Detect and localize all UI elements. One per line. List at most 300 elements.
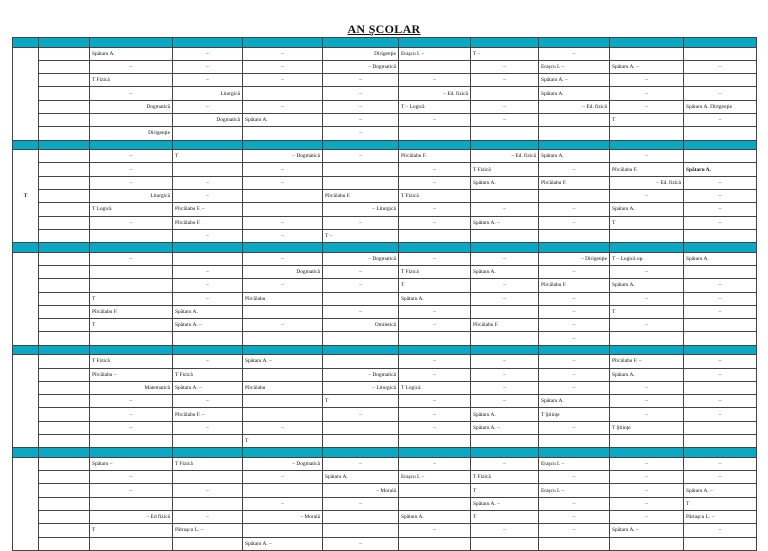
- period-cell: [39, 74, 90, 87]
- schedule-cell: T: [471, 511, 539, 524]
- schedule-cell: –: [539, 332, 610, 345]
- schedule-cell: –: [539, 47, 610, 60]
- day-separator-bar: [13, 243, 757, 253]
- separator-cell: [539, 140, 610, 150]
- schedule-cell: [243, 332, 323, 345]
- schedule-cell: [243, 524, 323, 537]
- schedule-cell: [539, 435, 610, 448]
- schedule-cell: [243, 395, 323, 408]
- schedule-cell: [471, 332, 539, 345]
- schedule-cell: –: [90, 484, 173, 497]
- schedule-cell: –: [399, 421, 471, 434]
- schedule-cell: Eraşcu I. –: [539, 484, 610, 497]
- schedule-cell: –: [243, 279, 323, 292]
- schedule-cell: Dirigenţie: [323, 47, 399, 60]
- schedule-cell: –: [323, 497, 399, 510]
- schedule-cell: [90, 332, 173, 345]
- schedule-cell: T Fizică: [90, 74, 173, 87]
- schedule-cell: Spătaru A.: [90, 47, 173, 60]
- table-row: [13, 305, 757, 318]
- schedule-cell: –: [539, 368, 610, 381]
- schedule-cell: –: [323, 127, 399, 140]
- schedule-cell: Pîrcălabu F.: [539, 176, 610, 189]
- schedule-cell: –: [684, 113, 757, 126]
- schedule-cell: –: [243, 60, 323, 73]
- schedule-cell: –: [243, 252, 323, 265]
- schedule-cell: –: [399, 395, 471, 408]
- schedule-cell: –: [539, 497, 610, 510]
- schedule-cell: [539, 113, 610, 126]
- schedule-cell: [539, 189, 610, 202]
- schedule-cell: [173, 332, 243, 345]
- table-row: [13, 408, 757, 421]
- schedule-cell: – Dogmatică: [323, 60, 399, 73]
- schedule-cell: –: [471, 381, 539, 394]
- period-cell: [39, 229, 90, 242]
- schedule-cell: [684, 435, 757, 448]
- schedule-cell: T Fizică: [173, 368, 243, 381]
- period-cell: [39, 216, 90, 229]
- separator-cell: [684, 140, 757, 150]
- schedule-cell: –: [173, 176, 243, 189]
- schedule-cell: T: [471, 484, 539, 497]
- schedule-cell: Spătaru A.: [173, 305, 243, 318]
- schedule-cell: –: [471, 355, 539, 368]
- schedule-cell: – Dirigenţie: [539, 252, 610, 265]
- schedule-cell: –: [173, 229, 243, 242]
- schedule-cell: –: [539, 265, 610, 278]
- period-cell: [39, 524, 90, 537]
- schedule-cell: T –: [323, 229, 399, 242]
- schedule-cell: Spătaru A. –: [243, 355, 323, 368]
- separator-cell: [13, 345, 39, 355]
- table-row: [13, 113, 757, 126]
- schedule-cell: T Ştiinţe: [539, 408, 610, 421]
- separator-cell: [539, 243, 610, 253]
- schedule-cell: –: [684, 471, 757, 484]
- schedule-cell: [323, 292, 399, 305]
- schedule-cell: [173, 127, 243, 140]
- separator-cell: [399, 345, 471, 355]
- separator-cell: [323, 140, 399, 150]
- schedule-cell: Pîrcălabu F. –: [610, 355, 684, 368]
- schedule-cell: T – Logică: [399, 100, 471, 113]
- schedule-cell: [610, 127, 684, 140]
- schedule-cell: T Fizică: [399, 189, 471, 202]
- period-cell: [39, 100, 90, 113]
- schedule-cell: Spătaru A.: [471, 265, 539, 278]
- schedule-cell: [471, 537, 539, 550]
- schedule-cell: – Liturgică: [323, 203, 399, 216]
- schedule-cell: Dogmatică: [173, 113, 243, 126]
- schedule-cell: [684, 127, 757, 140]
- schedule-cell: –: [243, 100, 323, 113]
- schedule-cell: –: [471, 100, 539, 113]
- schedule-cell: [610, 47, 684, 60]
- schedule-cell: [243, 87, 323, 100]
- schedule-cell: Pîrcălabu F.: [90, 305, 173, 318]
- schedule-cell: [399, 537, 471, 550]
- schedule-cell: T: [684, 497, 757, 510]
- schedule-cell: –: [90, 87, 173, 100]
- schedule-cell: Spătaru A.: [684, 252, 757, 265]
- schedule-cell: [323, 524, 399, 537]
- separator-cell: [39, 243, 90, 253]
- schedule-cell: Pîrcălabu F.: [173, 216, 243, 229]
- separator-cell: [39, 140, 90, 150]
- table-row: [13, 355, 757, 368]
- period-cell: [39, 484, 90, 497]
- table-row: [13, 319, 757, 332]
- schedule-cell: [323, 355, 399, 368]
- schedule-cell: Pătraşcu L. –: [173, 524, 243, 537]
- schedule-cell: [173, 163, 243, 176]
- separator-cell: [471, 243, 539, 253]
- schedule-cell: –: [399, 176, 471, 189]
- schedule-cell: –: [399, 368, 471, 381]
- separator-cell: [471, 345, 539, 355]
- schedule-cell: –: [471, 60, 539, 73]
- separator-cell: [39, 345, 90, 355]
- schedule-cell: –: [539, 292, 610, 305]
- schedule-cell: [323, 421, 399, 434]
- table-row: [13, 87, 757, 100]
- separator-cell: [173, 38, 243, 48]
- schedule-cell: [684, 150, 757, 163]
- schedule-cell: [471, 87, 539, 100]
- schedule-cell: Spătaru A. –: [539, 74, 610, 87]
- schedule-cell: T: [610, 113, 684, 126]
- schedule-cell: –: [323, 100, 399, 113]
- separator-cell: [13, 140, 39, 150]
- schedule-cell: –: [539, 381, 610, 394]
- schedule-cell: –: [243, 176, 323, 189]
- schedule-cell: –: [90, 421, 173, 434]
- table-row: [13, 100, 757, 113]
- schedule-cell: –: [323, 87, 399, 100]
- schedule-cell: Spătaru A.: [610, 279, 684, 292]
- schedule-cell: T: [323, 395, 399, 408]
- separator-cell: [13, 448, 39, 458]
- schedule-cell: Spătaru A.: [539, 87, 610, 100]
- schedule-cell: [684, 381, 757, 394]
- separator-cell: [399, 243, 471, 253]
- schedule-cell: [684, 421, 757, 434]
- period-cell: [39, 150, 90, 163]
- schedule-cell: –: [173, 484, 243, 497]
- period-cell: [39, 435, 90, 448]
- period-cell: [39, 163, 90, 176]
- schedule-cell: –: [323, 216, 399, 229]
- schedule-cell: –: [610, 511, 684, 524]
- separator-cell: [539, 448, 610, 458]
- schedule-cell: –: [684, 368, 757, 381]
- schedule-cell: –: [684, 408, 757, 421]
- schedule-cell: Pîrcălabu: [243, 292, 323, 305]
- schedule-cell: Spătaru A. –: [471, 421, 539, 434]
- schedule-cell: –: [684, 524, 757, 537]
- schedule-cell: Spătaru A. Dirigenţie: [684, 100, 757, 113]
- schedule-cell: [323, 435, 399, 448]
- table-row: [13, 524, 757, 537]
- separator-cell: [323, 38, 399, 48]
- schedule-cell: –: [539, 355, 610, 368]
- schedule-cell: –: [173, 355, 243, 368]
- schedule-cell: [90, 265, 173, 278]
- period-cell: [39, 457, 90, 470]
- schedule-cell: T: [243, 435, 323, 448]
- separator-cell: [173, 448, 243, 458]
- schedule-cell: –: [610, 484, 684, 497]
- schedule-cell: –: [471, 279, 539, 292]
- period-cell: [39, 471, 90, 484]
- schedule-cell: [243, 408, 323, 421]
- schedule-cell: – Morală: [323, 484, 399, 497]
- table-row: [13, 332, 757, 345]
- table-row: [13, 150, 757, 163]
- schedule-cell: T: [90, 524, 173, 537]
- separator-cell: [243, 243, 323, 253]
- separator-cell: [539, 38, 610, 48]
- schedule-cell: –: [610, 319, 684, 332]
- schedule-cell: [90, 435, 173, 448]
- separator-cell: [539, 345, 610, 355]
- schedule-cell: –: [539, 216, 610, 229]
- schedule-cell: –: [90, 408, 173, 421]
- schedule-cell: –: [243, 471, 323, 484]
- period-cell: [39, 381, 90, 394]
- schedule-cell: –: [90, 216, 173, 229]
- schedule-cell: – Dogmatică: [323, 368, 399, 381]
- schedule-cell: [399, 497, 471, 510]
- schedule-cell: Spătaru A. –: [243, 537, 323, 550]
- schedule-cell: [610, 435, 684, 448]
- separator-cell: [399, 140, 471, 150]
- separator-cell: [684, 345, 757, 355]
- table-row: [13, 176, 757, 189]
- separator-cell: [13, 38, 39, 48]
- schedule-cell: –: [610, 100, 684, 113]
- day-label-cell: [13, 252, 39, 345]
- period-cell: [39, 252, 90, 265]
- table-row: [13, 229, 757, 242]
- schedule-cell: [399, 127, 471, 140]
- schedule-cell: Dogmatică: [90, 100, 173, 113]
- schedule-cell: [90, 537, 173, 550]
- schedule-cell: –: [399, 74, 471, 87]
- schedule-cell: –: [173, 292, 243, 305]
- schedule-cell: – Dogmatică: [323, 252, 399, 265]
- schedule-cell: – Ed fizică: [90, 511, 173, 524]
- schedule-cell: –: [399, 203, 471, 216]
- separator-cell: [173, 345, 243, 355]
- schedule-cell: –: [539, 524, 610, 537]
- period-cell: [39, 203, 90, 216]
- schedule-cell: T Logică: [90, 203, 173, 216]
- schedule-cell: [399, 332, 471, 345]
- schedule-cell: Pîrcălabu F. –: [173, 203, 243, 216]
- schedule-cell: [684, 265, 757, 278]
- schedule-cell: [173, 252, 243, 265]
- schedule-cell: [471, 127, 539, 140]
- schedule-cell: –: [243, 421, 323, 434]
- schedule-cell: –: [399, 457, 471, 470]
- separator-cell: [173, 243, 243, 253]
- day-separator-bar: [13, 448, 757, 458]
- schedule-cell: [173, 497, 243, 510]
- document-title: AN ŞCOLAR: [347, 22, 421, 36]
- separator-cell: [610, 140, 684, 150]
- schedule-cell: Spătaru A.: [471, 176, 539, 189]
- schedule-cell: –: [471, 113, 539, 126]
- schedule-cell: Spătaru –: [90, 457, 173, 470]
- schedule-cell: Pîrcălabu F.: [610, 163, 684, 176]
- schedule-cell: – Ed. fizică: [610, 176, 684, 189]
- schedule-cell: –: [323, 74, 399, 87]
- schedule-cell: –: [684, 279, 757, 292]
- schedule-cell: –: [173, 421, 243, 434]
- period-cell: [39, 113, 90, 126]
- schedule-cell: [173, 435, 243, 448]
- separator-cell: [471, 448, 539, 458]
- schedule-cell: –: [684, 355, 757, 368]
- schedule-cell: [323, 163, 399, 176]
- table-row: [13, 127, 757, 140]
- schedule-cell: –: [173, 74, 243, 87]
- schedule-cell: Pîrcălabu F.: [323, 189, 399, 202]
- schedule-cell: Spătaru A.: [243, 113, 323, 126]
- separator-cell: [13, 243, 39, 253]
- schedule-cell: Spătaru A.: [539, 150, 610, 163]
- schedule-cell: Spătaru A.: [399, 511, 471, 524]
- schedule-cell: Eraşcu I. –: [539, 457, 610, 470]
- schedule-cell: –: [684, 203, 757, 216]
- schedule-cell: Spătaru A. –: [173, 319, 243, 332]
- schedule-cell: –: [243, 216, 323, 229]
- separator-cell: [610, 243, 684, 253]
- table-row: [13, 457, 757, 470]
- separator-cell: [471, 140, 539, 150]
- schedule-cell: [684, 332, 757, 345]
- schedule-cell: Spătaru A.: [323, 471, 399, 484]
- day-separator-bar: [13, 345, 757, 355]
- schedule-cell: –: [471, 292, 539, 305]
- period-cell: [39, 421, 90, 434]
- period-cell: [39, 279, 90, 292]
- schedule-cell: –: [90, 395, 173, 408]
- schedule-cell: T: [173, 150, 243, 163]
- table-row: [13, 421, 757, 434]
- period-cell: [39, 292, 90, 305]
- schedule-cell: [399, 484, 471, 497]
- separator-cell: [243, 345, 323, 355]
- schedule-cell: [684, 537, 757, 550]
- schedule-cell: –: [173, 395, 243, 408]
- schedule-cell: –: [539, 511, 610, 524]
- table-row: [13, 511, 757, 524]
- separator-cell: [323, 345, 399, 355]
- schedule-cell: Spătaru A. –: [471, 497, 539, 510]
- day-separator-bar: [13, 140, 757, 150]
- period-cell: [39, 319, 90, 332]
- period-cell: [39, 395, 90, 408]
- schedule-cell: – Ed. fizică: [539, 100, 610, 113]
- period-cell: [39, 127, 90, 140]
- schedule-cell: Spătaru A.: [610, 368, 684, 381]
- schedule-cell: T Fizică: [471, 471, 539, 484]
- period-cell: [39, 305, 90, 318]
- schedule-cell: –: [610, 74, 684, 87]
- schedule-cell: –: [471, 252, 539, 265]
- schedule-cell: Spătaru A. –: [173, 381, 243, 394]
- period-cell: [39, 176, 90, 189]
- schedule-cell: –: [684, 189, 757, 202]
- table-row: [13, 216, 757, 229]
- schedule-cell: –: [684, 305, 757, 318]
- schedule-cell: [243, 203, 323, 216]
- table-row: [13, 381, 757, 394]
- schedule-cell: –: [323, 408, 399, 421]
- schedule-cell: Spătaru A. –: [471, 216, 539, 229]
- schedule-cell: –: [684, 292, 757, 305]
- schedule-cell: –: [610, 497, 684, 510]
- schedule-cell: –: [471, 457, 539, 470]
- schedule-cell: [243, 189, 323, 202]
- schedule-cell: [243, 484, 323, 497]
- schedule-cell: Eraşcu I. –: [399, 47, 471, 60]
- schedule-cell: –: [471, 368, 539, 381]
- schedule-cell: –: [684, 395, 757, 408]
- schedule-cell: –: [173, 511, 243, 524]
- schedule-cell: –: [323, 113, 399, 126]
- schedule-cell: –: [173, 265, 243, 278]
- period-cell: [39, 355, 90, 368]
- schedule-cell: –: [90, 163, 173, 176]
- schedule-cell: –: [471, 395, 539, 408]
- schedule-cell: T – Logică op.: [610, 252, 684, 265]
- schedule-cell: Spătaru A.: [610, 203, 684, 216]
- separator-cell: [90, 345, 173, 355]
- schedule-cell: –: [471, 203, 539, 216]
- schedule-cell: T: [90, 319, 173, 332]
- schedule-cell: –: [173, 100, 243, 113]
- separator-cell: [243, 448, 323, 458]
- schedule-cell: [684, 47, 757, 60]
- schedule-cell: Spătaru A.: [399, 292, 471, 305]
- schedule-cell: – Dogmatică: [243, 457, 323, 470]
- schedule-cell: Pîrcălabu –: [90, 368, 173, 381]
- schedule-cell: –: [90, 471, 173, 484]
- schedule-cell: Spătaru A.: [684, 163, 757, 176]
- table-row: [13, 395, 757, 408]
- schedule-cell: –: [610, 189, 684, 202]
- schedule-cell: –: [323, 537, 399, 550]
- period-cell: [39, 497, 90, 510]
- separator-cell: [684, 38, 757, 48]
- schedule-cell: –: [173, 279, 243, 292]
- schedule-cell: Dirigenţie: [90, 127, 173, 140]
- schedule-cell: –: [610, 395, 684, 408]
- table-row: [13, 252, 757, 265]
- schedule-cell: –: [243, 229, 323, 242]
- schedule-cell: –: [684, 60, 757, 73]
- schedule-cell: [90, 113, 173, 126]
- schedule-cell: –: [243, 163, 323, 176]
- period-cell: [39, 47, 90, 60]
- schedule-cell: –: [539, 471, 610, 484]
- schedule-cell: –: [399, 524, 471, 537]
- schedule-cell: –: [539, 203, 610, 216]
